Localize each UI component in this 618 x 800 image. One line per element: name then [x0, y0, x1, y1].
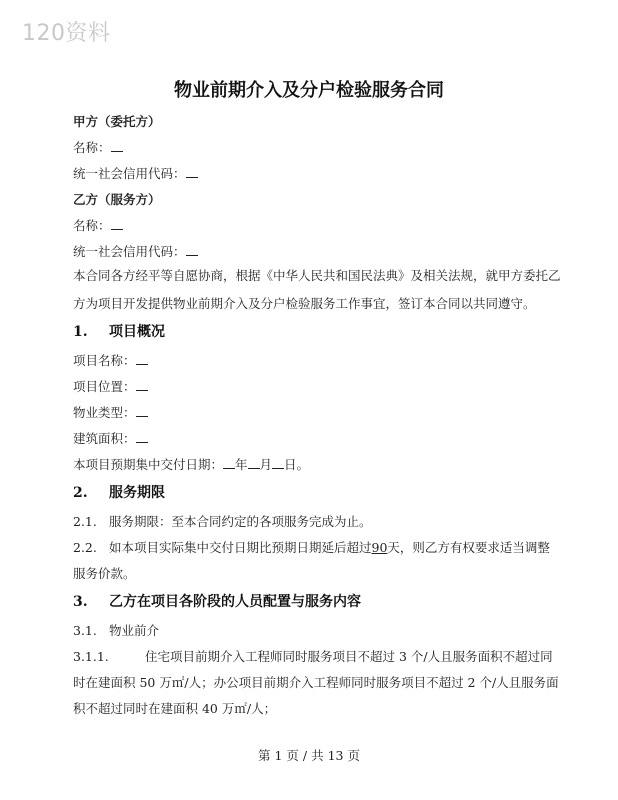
party-b-code-line	[73, 243, 198, 261]
party-a-name-blank	[111, 139, 123, 152]
document-title: 物业前期介入及分户检验服务合同	[174, 80, 444, 101]
party-a-code-line	[73, 165, 198, 183]
project-name-blank	[136, 352, 148, 365]
section-1-heading	[73, 322, 165, 342]
clause-2-2-text-pre: 如本项目实际集中交付日期比预期日期延后超过	[109, 540, 372, 555]
project-location-line	[73, 378, 148, 396]
party-b-name-line	[73, 217, 123, 235]
section-2-heading	[73, 483, 165, 503]
clause-2-1-text: 服务期限：至本合同约定的各项服务完成为止。	[109, 514, 372, 529]
delivery-day-label: 日。	[284, 457, 310, 472]
party-a-name-line	[73, 139, 123, 157]
intro-line-1: 本合同各方经平等自愿协商，根据《中华人民共和国民法典》及相关法规，就甲方委托乙	[73, 268, 561, 283]
clause-3-1-text: 物业前介	[109, 623, 160, 638]
clause-3-1-1-number: 3.1.1.	[73, 649, 109, 664]
clause-2-1-number: 2.1.	[73, 514, 97, 529]
party-a-name-label: 名称：	[73, 140, 111, 155]
clause-2-2	[73, 539, 550, 557]
page-footer: 第 1 页 / 共 13 页	[258, 748, 360, 763]
delivery-day-blank	[272, 456, 284, 469]
party-a-code-blank	[186, 165, 198, 178]
project-location-blank	[136, 378, 148, 391]
property-type-label: 物业类型：	[73, 405, 136, 420]
property-type-blank	[136, 404, 148, 417]
clause-2-2-number: 2.2.	[73, 540, 97, 555]
watermark-logo: 120资料	[22, 21, 111, 46]
clause-3-1-1-line-1: 住宅项目前期介入工程师同时服务项目不超过 3 个/人且服务面积不超过同	[145, 649, 553, 664]
building-area-line	[73, 430, 148, 448]
section-3-title: 乙方在项目各阶段的人员配置与服务内容	[109, 594, 361, 610]
party-a-heading: 甲方（委托方）	[73, 114, 161, 129]
party-b-code-blank	[186, 243, 198, 256]
property-type-line	[73, 404, 148, 422]
party-b-code-label: 统一社会信用代码：	[73, 244, 186, 259]
clause-2-2-days: 90	[371, 540, 388, 555]
intro-line-2: 方为项目开发提供物业前期介入及分户检验服务工作事宜，签订本合同以共同遵守。	[73, 296, 536, 311]
section-2-title: 服务期限	[109, 485, 165, 501]
clause-3-1-1-line-3: 积不超过同时在建面积 40 万㎡/人；	[73, 701, 277, 716]
project-name-label: 项目名称：	[73, 353, 136, 368]
section-3-heading	[73, 592, 361, 612]
section-2-number: 2.	[73, 485, 88, 501]
delivery-date-line	[73, 456, 309, 474]
clause-3-1-number: 3.1.	[73, 623, 97, 638]
building-area-blank	[136, 430, 148, 443]
clause-2-1	[73, 513, 372, 531]
delivery-month-label: 月	[259, 457, 273, 472]
clause-3-1-1	[73, 648, 553, 666]
section-1-title: 项目概况	[109, 324, 165, 340]
clause-3-1	[73, 622, 159, 640]
delivery-year-label: 年	[235, 457, 248, 472]
party-a-code-label: 统一社会信用代码：	[73, 166, 186, 181]
delivery-year-blank	[223, 456, 235, 469]
section-3-number: 3.	[73, 594, 88, 610]
clause-3-1-1-line-2: 时在建面积 50 万㎡/人；办公项目前期介入工程师同时服务项目不超过 2 个/人且服务面	[73, 675, 559, 690]
party-b-name-label: 名称：	[73, 218, 111, 233]
project-location-label: 项目位置：	[73, 379, 136, 394]
section-1-number: 1.	[73, 324, 88, 340]
project-name-line	[73, 352, 148, 370]
party-b-heading: 乙方（服务方）	[73, 192, 161, 207]
delivery-month-blank	[248, 456, 260, 469]
clause-2-2-text-post: 天，则乙方有权要求适当调整	[387, 540, 550, 555]
delivery-date-label: 本项目预期集中交付日期：	[73, 457, 224, 472]
clause-2-2-line-2: 服务价款。	[73, 566, 136, 581]
party-b-name-blank	[111, 217, 123, 230]
building-area-label: 建筑面积：	[73, 431, 136, 446]
